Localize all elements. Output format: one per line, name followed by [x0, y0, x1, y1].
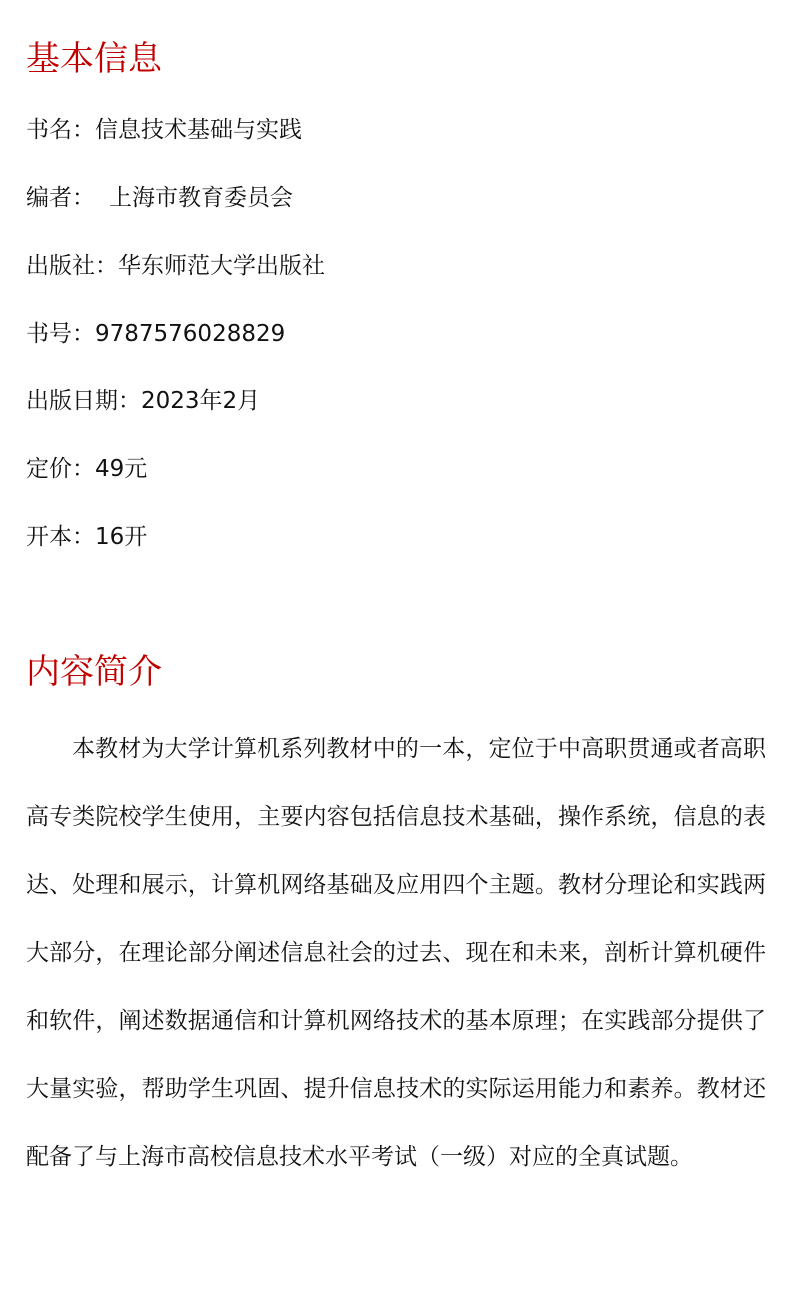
publication-date-line: 出版日期：2023年2月	[26, 388, 261, 414]
basic-info-heading: 基本信息	[26, 39, 162, 79]
summary-paragraph: 本教材为大学计算机系列教材中的一本，定位于中高职贯通或者高职高专类院校学生使用，主要内容包括信息技术基础，操作系统，信息的表达、处理和展示，计算机网络基础及应用四个主题。教材分理论和实践两大部分，在理论部分阐述信息社会的过去、现在和未来，剖析计算机硬件和软件，阐述数据通信和计算机网络技术的基本原理；在实践部分提供了大量实验，帮助学生巩固、提升信息技术的实际运用能力和素养。教材还配备了与上海市高校信息技术水平考试（一级）对应的全真试题。	[26, 736, 766, 1170]
format-line: 开本：16开	[26, 524, 148, 550]
editor-line	[26, 183, 293, 213]
editor-value: 上海市教育委员会	[109, 185, 293, 211]
publisher-line: 出版社：华东师范大学出版社	[26, 253, 325, 279]
price-line: 定价：49元	[26, 456, 148, 482]
summary-heading: 内容简介	[26, 652, 162, 692]
book-title-line: 书名：信息技术基础与实践	[26, 117, 302, 143]
isbn-line: 书号：9787576028829	[26, 321, 286, 347]
editor-label: 编者：	[26, 185, 95, 211]
